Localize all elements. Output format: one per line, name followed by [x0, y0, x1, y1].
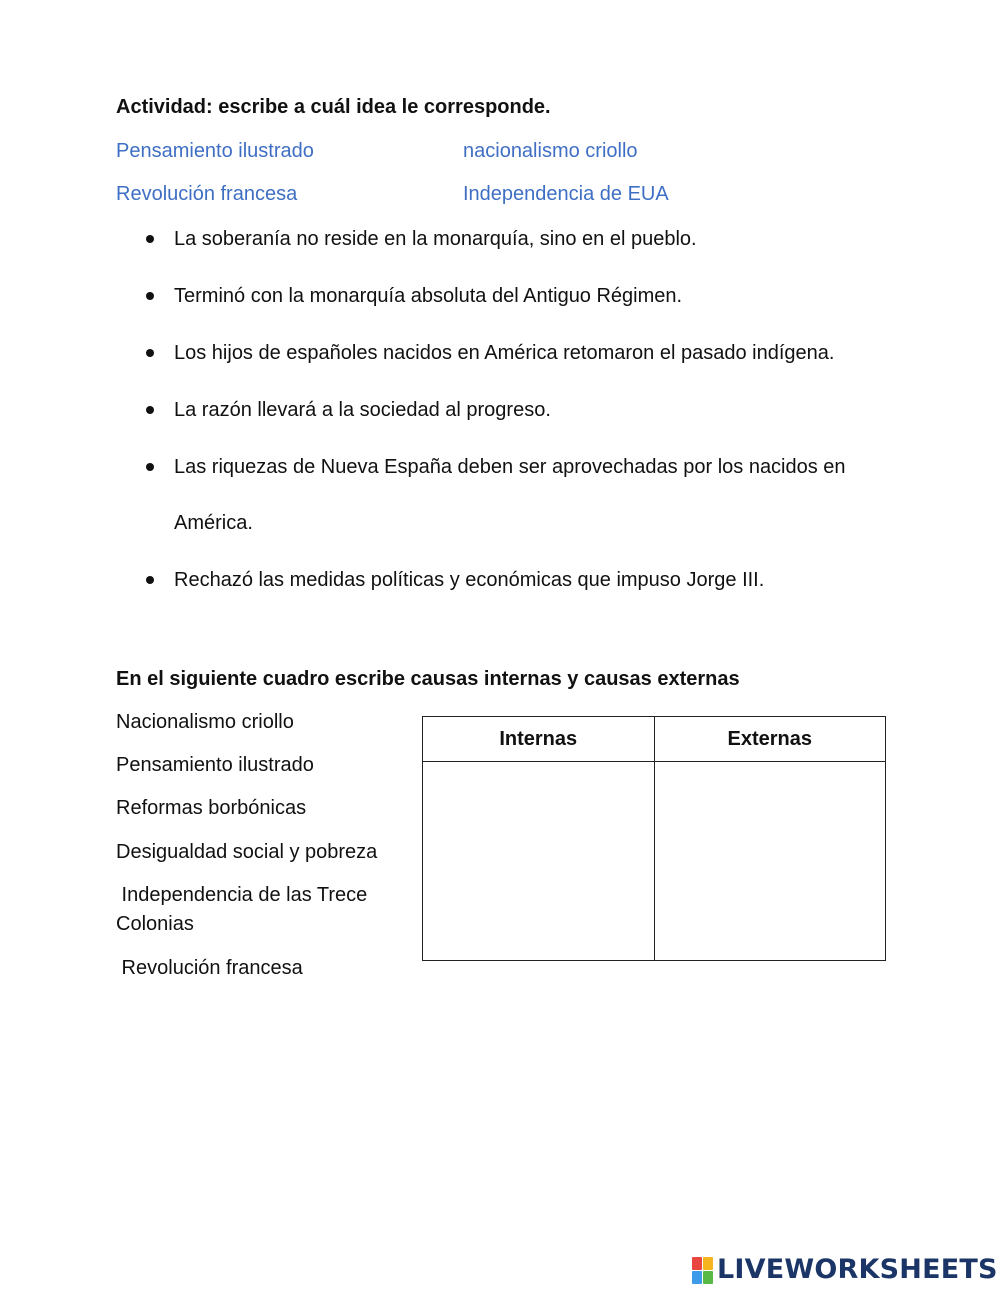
table-header-row	[423, 717, 886, 762]
option-pensamiento-ilustrado: Pensamiento ilustrado	[116, 140, 314, 162]
liveworksheets-logo-icon	[692, 1257, 713, 1284]
logo-square-yellow	[703, 1257, 713, 1270]
bullet-icon	[146, 349, 154, 357]
externas-drop-cell[interactable]	[654, 762, 886, 961]
cause-item-revolucion-francesa: Revolución francesa	[116, 957, 303, 979]
statement-5-line-2: América.	[174, 512, 253, 534]
statement-2: Terminó con la monarquía absoluta del Antiguo Régimen.	[174, 285, 683, 307]
logo-square-blue	[692, 1271, 702, 1284]
bullet-icon	[146, 235, 154, 243]
cause-item-reformas-borbonicas: Reformas borbónicas	[116, 797, 307, 819]
statement-5-line-1: Las riquezas de Nueva España deben ser aprovechadas por los nacidos en	[174, 456, 846, 478]
option-independencia-eua: Independencia de EUA	[463, 183, 669, 205]
liveworksheets-logo	[692, 1256, 998, 1284]
statement-1: La soberanía no reside en la monarquía, sino en el pueblo.	[174, 228, 697, 250]
internas-drop-cell[interactable]	[423, 762, 655, 961]
option-revolucion-francesa: Revolución francesa	[116, 183, 298, 205]
cause-item-desigualdad-social: Desigualdad social y pobreza	[116, 841, 378, 863]
option-nacionalismo-criollo: nacionalismo criollo	[463, 140, 638, 162]
header-internas: Internas	[423, 717, 655, 762]
statement-3: Los hijos de españoles nacidos en América retomaron el pasado indígena.	[174, 342, 835, 364]
cause-item-nacionalismo-criollo: Nacionalismo criollo	[116, 711, 294, 733]
header-externas: Externas	[654, 717, 886, 762]
bullet-icon	[146, 406, 154, 414]
cause-item-independencia-line-1: Independencia de las Trece	[116, 884, 368, 906]
activity-title: Actividad: escribe a cuál idea le corresponde.	[116, 96, 551, 118]
causes-table	[422, 716, 886, 961]
logo-square-green	[703, 1271, 713, 1284]
bullet-icon	[146, 576, 154, 584]
cause-item-independencia-line-2: Colonias	[116, 913, 194, 935]
statement-4: La razón llevará a la sociedad al progreso.	[174, 399, 551, 421]
bullet-icon	[146, 292, 154, 300]
statement-6: Rechazó las medidas políticas y económicas que impuso Jorge III.	[174, 569, 765, 591]
causes-title: En el siguiente cuadro escribe causas internas y causas externas	[116, 668, 740, 690]
table-row	[423, 762, 886, 961]
bullet-icon	[146, 463, 154, 471]
brand-name: LIVEWORKSHEETS	[717, 1254, 998, 1285]
cause-item-pensamiento-ilustrado: Pensamiento ilustrado	[116, 754, 314, 776]
logo-square-red	[692, 1257, 702, 1270]
